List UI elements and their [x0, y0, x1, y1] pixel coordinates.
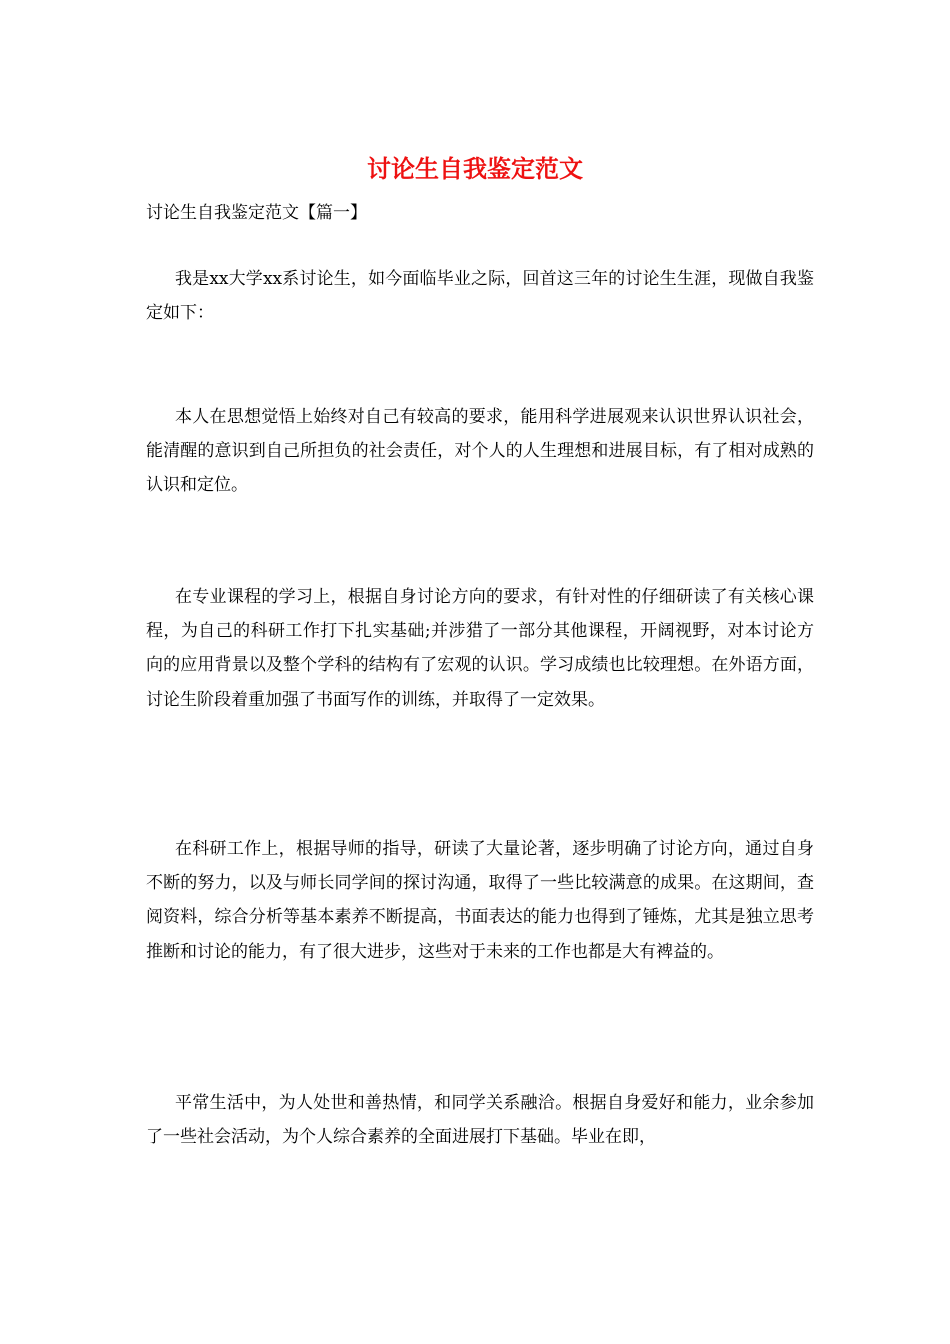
paragraph-2: 本人在思想觉悟上始终对自己有较高的要求，能用科学进展观来认识世界认识社会，能清醒的意识到自己所担负的社会责任，对个人的人生理想和进展目标，有了相对成熟的认识和定位。: [146, 407, 814, 496]
paragraph-4: 在科研工作上，根据导师的指导，研读了大量论著，逐步明确了讨论方向，通过自身不断的努力，以及与师长同学间的探讨沟通，取得了一些比较满意的成果。在这期间，查阅资料，综合分析等基本素养不断提高，书面表达的能力也得到了锤炼，尤其是独立思考推断和讨论的能力，有了很大进步，这些对于未来的工作也都是大有裨益的。: [146, 839, 814, 962]
paragraph-1: 我是xx大学xx系讨论生，如今面临毕业之际，回首这三年的讨论生生涯，现做自我鉴定如下：: [146, 269, 814, 324]
section-heading: 讨论生自我鉴定范文【篇一】: [146, 203, 367, 223]
paragraph-3: 在专业课程的学习上，根据自身讨论方向的要求，有针对性的仔细研读了有关核心课程，为自己的科研工作打下扎实基础;并涉猎了一部分其他课程，开阔视野，对本讨论方向的应用背景以及整个学科的结构有了宏观的认识。学习成绩也比较理想。在外语方面，讨论生阶段着重加强了书面写作的训练，并取得了一定效果。: [146, 587, 814, 710]
document-title: 讨论生自我鉴定范文: [367, 154, 583, 183]
paragraph-5: 平常生活中，为人处世和善热情，和同学关系融洽。根据自身爱好和能力，业余参加了一些社会活动，为个人综合素养的全面进展打下基础。毕业在即，: [146, 1093, 814, 1148]
